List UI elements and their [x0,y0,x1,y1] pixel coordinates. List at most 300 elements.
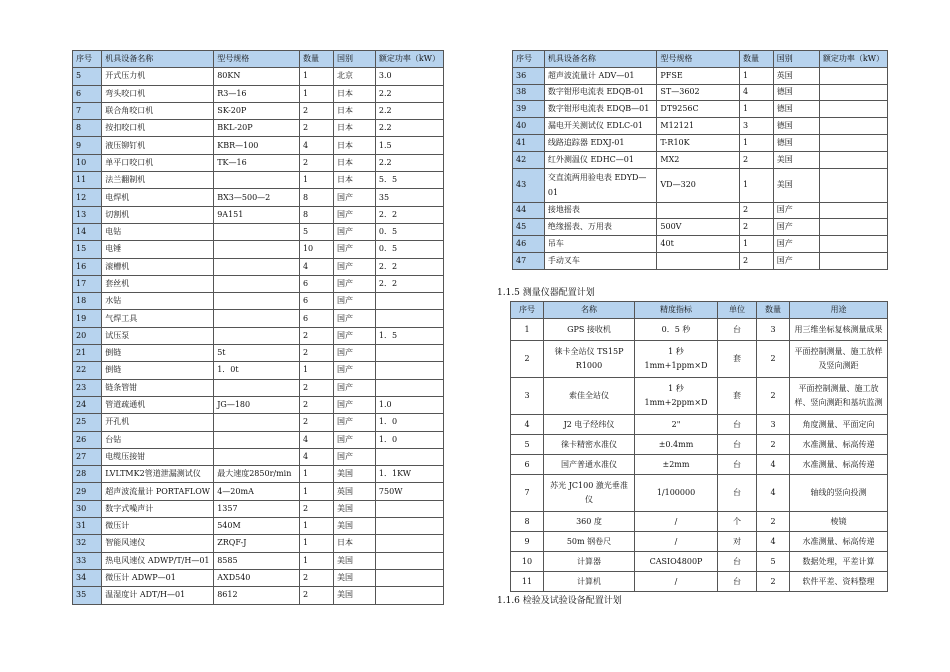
table-cell: 2 [299,345,333,362]
table-cell: 17 [73,275,102,292]
table-cell: 2 [299,120,333,137]
table-cell: 13 [73,206,102,223]
table-cell: 8 [299,189,333,206]
table-row [513,219,888,236]
table-cell: 2 [299,102,333,119]
table-row [73,414,444,431]
table-cell: 45 [513,219,545,236]
table-cell: 21 [73,345,102,362]
col-header-index: 序号 [511,302,544,319]
table-cell: R3—16 [214,85,300,102]
table-cell: 8 [73,120,102,137]
table-cell: 漏电开关测试仪 EDLC-01 [544,118,657,135]
table-cell [375,518,443,535]
col-header-qty: 数量 [740,51,774,68]
table-cell: 2 [740,252,774,269]
table-cell: 1 [511,319,544,341]
table-cell: 国产 [773,202,819,219]
table-cell: 360 度 [544,512,635,532]
col-header-country: 国别 [773,51,819,68]
table-cell: 2 [740,202,774,219]
table-cell: 26 [73,431,102,448]
table-cell: 1．0 [375,414,443,431]
table-cell: 1.0 [375,396,443,413]
table-cell [375,535,443,552]
table-cell: 1 [299,172,333,189]
table-cell: 绝缘摇表、万用表 [544,219,657,236]
table-row [513,168,888,202]
table-cell: 2 [299,569,333,586]
table-cell: 8585 [214,552,300,569]
table-row [73,258,444,275]
table-cell: 28 [73,466,102,483]
table-cell: 弯头咬口机 [102,85,214,102]
table-cell [375,379,443,396]
table-cell: 美国 [333,466,375,483]
table-row [511,475,888,512]
table-row [73,293,444,310]
table-cell: 1 秒 1mm+1ppm×D [635,341,718,378]
table-row [73,500,444,517]
table-cell: 2" [635,415,718,435]
table-cell: 1 [740,67,774,84]
table-cell: 国产 [773,236,819,253]
table-row [73,120,444,137]
table-row [511,378,888,415]
table-cell: 开式压力机 [102,68,214,85]
equipment-table-left [72,50,444,605]
table-row [511,552,888,572]
table-cell: 最大速度2850r/min [214,466,300,483]
table-cell: 倒链 [102,362,214,379]
table-row [511,572,888,592]
table-cell: 国产普通水准仪 [544,455,635,475]
table-cell: 2.2 [375,120,443,137]
table-cell: 1 [299,518,333,535]
table-cell: 热电风速仪 ADWP/T/H—01 [102,552,214,569]
table-cell: 按扣咬口机 [102,120,214,137]
table-cell: 11 [73,172,102,189]
col-header-power: 额定功率（kW） [819,51,887,68]
table-cell: 开孔机 [102,414,214,431]
table-row [73,483,444,500]
table-cell: 4 [299,448,333,465]
table-cell [214,275,300,292]
table-cell: 6 [299,310,333,327]
table-cell: 2．2 [375,206,443,223]
table-cell [375,569,443,586]
table-cell: 2．2 [375,275,443,292]
table-row [73,85,444,102]
table-row [73,396,444,413]
table-row [73,310,444,327]
table-row [513,84,888,101]
table-cell: 平面控制测量、施工放样、竖向测距和基坑监测 [790,378,888,415]
table-row [73,569,444,586]
table-cell: 540M [214,518,300,535]
table-cell: 38 [513,84,545,101]
table-cell: 1 [299,362,333,379]
table-cell: 0．5 [375,223,443,240]
section-heading-lab: 1.1.6 检验及试验设备配置计划 [497,596,622,606]
table-cell: 32 [73,535,102,552]
table-cell: 2 [299,154,333,171]
table-cell: 2.2 [375,154,443,171]
table-cell: 日本 [333,137,375,154]
table-cell: 2.2 [375,85,443,102]
table-cell: 2 [757,435,790,455]
table-cell: 8612 [214,587,300,604]
table-cell: 30 [73,500,102,517]
table-cell: 8 [299,206,333,223]
table-cell: 套 [718,341,757,378]
table-cell: 2 [757,512,790,532]
col-header-qty: 数量 [299,51,333,68]
table-row [73,172,444,189]
table-cell: 43 [513,168,545,202]
table-cell: 4 [757,455,790,475]
table-cell: 40 [513,118,545,135]
table-cell: 交直流两用验电表 EDYD—01 [544,168,657,202]
table-cell: 德国 [773,84,819,101]
table-cell: 7 [73,102,102,119]
table-row [513,236,888,253]
table-cell: 2 [299,587,333,604]
table-cell: 2 [740,219,774,236]
table-cell: 4 [299,137,333,154]
table-cell: 4 [740,84,774,101]
table-cell [375,587,443,604]
table-row [73,154,444,171]
table-cell: 1 秒 1mm+2ppm×D [635,378,718,415]
table-cell: ±2mm [635,455,718,475]
table-cell: 个 [718,512,757,532]
table-cell: AXD540 [214,569,300,586]
table-row [73,345,444,362]
table-cell: 线路追踪器 EDXJ-01 [544,134,657,151]
table-cell [375,310,443,327]
table-cell: 切割机 [102,206,214,223]
table-cell: 9 [511,532,544,552]
table-cell: 35 [375,189,443,206]
table-cell: 国产 [333,362,375,379]
table-row [511,455,888,475]
table-cell: 11 [511,572,544,592]
table-cell: 徕卡精密水准仪 [544,435,635,455]
table-cell: 国产 [333,223,375,240]
col-header-index: 序号 [73,51,102,68]
col-header-country: 国别 [333,51,375,68]
table-cell: 1．0t [214,362,300,379]
table-cell: 红外测温仪 EDHC—01 [544,151,657,168]
table-cell: 德国 [773,118,819,135]
table-cell: 国产 [333,206,375,223]
table-cell: 1 [299,466,333,483]
table-cell: 5 [73,68,102,85]
table-cell: / [635,512,718,532]
table-row [73,552,444,569]
table-cell: 台 [718,435,757,455]
table-cell [819,118,887,135]
table-row [73,137,444,154]
header-row [513,51,888,68]
table-cell: 2 [757,341,790,378]
table-cell: 美国 [333,552,375,569]
table-row [73,102,444,119]
table-row [73,241,444,258]
table-row [513,118,888,135]
table-cell: 滚槽机 [102,258,214,275]
table-cell: 国产 [333,414,375,431]
col-header-index: 序号 [513,51,545,68]
table-cell: 5．5 [375,172,443,189]
col-header-purpose: 用途 [790,302,888,319]
table-cell: TK—16 [214,154,300,171]
table-cell: 台 [718,572,757,592]
table-cell [214,431,300,448]
table-row [73,535,444,552]
table-cell: 气焊工具 [102,310,214,327]
table-cell [819,252,887,269]
table-cell: 1357 [214,500,300,517]
table-cell: 4 [757,475,790,512]
table-row [513,67,888,84]
table-cell: BKL-20P [214,120,300,137]
table-cell: 19 [73,310,102,327]
table-cell: 国产 [773,252,819,269]
table-cell: PFSE [657,67,740,84]
table-cell: 国产 [333,345,375,362]
table-cell [375,500,443,517]
table-row [73,275,444,292]
table-cell: 20 [73,327,102,344]
table-cell [375,448,443,465]
table-cell: 34 [73,569,102,586]
table-row [513,151,888,168]
table-cell: LVLTMK2管道泄漏测试仪 [102,466,214,483]
table-cell: VD—320 [657,168,740,202]
table-cell: 0．5 [375,241,443,258]
table-cell [375,345,443,362]
table-row [73,206,444,223]
table-cell: 1 [299,552,333,569]
measure-instrument-table [510,301,888,592]
table-cell: / [635,572,718,592]
table-row [511,415,888,435]
table-cell: 1 [740,101,774,118]
table-cell: DT9256C [657,101,740,118]
table-cell: 5 [299,223,333,240]
table-cell: 苏光 JC100 激光垂准仪 [544,475,635,512]
table-cell: 10 [299,241,333,258]
table-cell: 台钻 [102,431,214,448]
table-cell: 对 [718,532,757,552]
table-cell: 12 [73,189,102,206]
table-cell: 4 [511,415,544,435]
table-cell: 1．1KW [375,466,443,483]
table-cell: 超声波流量计 PORTAFLOW [102,483,214,500]
table-cell: 4 [299,258,333,275]
table-cell: SK-20P [214,102,300,119]
col-header-name: 机具设备名称 [544,51,657,68]
table-cell: ZRQF-J [214,535,300,552]
table-cell: 美国 [773,151,819,168]
table-cell: 套丝机 [102,275,214,292]
table-cell: 5 [511,435,544,455]
table-cell: 徕卡全站仪 TS15P R1000 [544,341,635,378]
table-cell: 50m 钢卷尺 [544,532,635,552]
table-cell: 台 [718,455,757,475]
table-cell: 台 [718,415,757,435]
table-cell: 数字钳形电流表 EDQB-01 [544,84,657,101]
table-row [73,223,444,240]
table-cell: 国产 [333,448,375,465]
col-header-model: 型号规格 [214,51,300,68]
table-row [73,587,444,604]
table-cell: 7 [511,475,544,512]
table-row [511,512,888,532]
table-row [73,431,444,448]
table-cell [214,223,300,240]
table-cell [375,362,443,379]
table-cell: 6 [299,275,333,292]
col-header-name: 机具设备名称 [102,51,214,68]
table-cell: 9A151 [214,206,300,223]
table-cell: 微压计 [102,518,214,535]
table-cell: 数字式噪声计 [102,500,214,517]
table-cell: CASIO4800P [635,552,718,572]
table-cell: 1 [299,85,333,102]
table-cell: 2．2 [375,258,443,275]
table-cell: 2 [299,500,333,517]
table-cell: 国产 [333,258,375,275]
table-cell [819,134,887,151]
table-cell: 套 [718,378,757,415]
table-row [511,532,888,552]
equipment-table-right [512,50,888,270]
table-cell: 42 [513,151,545,168]
table-cell: 3 [511,378,544,415]
table-cell: 链条管钳 [102,379,214,396]
table-cell: KBR—100 [214,137,300,154]
table-row [511,341,888,378]
table-cell: 国产 [333,327,375,344]
table-cell: 国产 [333,310,375,327]
table-cell [214,258,300,275]
table-cell: 智能风速仪 [102,535,214,552]
table-cell [214,293,300,310]
table-cell [214,448,300,465]
table-cell: 1 [740,168,774,202]
table-cell: 试压泵 [102,327,214,344]
table-cell: 角度测量、平面定向 [790,415,888,435]
table-cell: J2 电子经纬仪 [544,415,635,435]
table-cell: 47 [513,252,545,269]
table-cell: 6 [73,85,102,102]
table-cell: 北京 [333,68,375,85]
table-cell: JG—180 [214,396,300,413]
table-cell: 用三维坐标复核测量成果 [790,319,888,341]
table-cell [819,84,887,101]
table-cell: 1．0 [375,431,443,448]
table-cell: 1 [740,134,774,151]
table-cell [819,67,887,84]
table-cell: 国产 [333,241,375,258]
table-cell: 联合角咬口机 [102,102,214,119]
table-cell [214,327,300,344]
table-cell: 3 [757,415,790,435]
table-cell: 18 [73,293,102,310]
table-row [513,252,888,269]
col-header-unit: 单位 [718,302,757,319]
table-cell: 日本 [333,102,375,119]
table-cell: 6 [299,293,333,310]
table-cell: 水准测量、标高传递 [790,532,888,552]
table-cell [819,168,887,202]
table-cell: 电钻 [102,223,214,240]
table-cell: 台 [718,319,757,341]
col-header-name: 名称 [544,302,635,319]
col-header-model: 型号规格 [657,51,740,68]
table-cell: 日本 [333,120,375,137]
table-cell: 6 [511,455,544,475]
table-cell: 31 [73,518,102,535]
table-cell: 水钻 [102,293,214,310]
table-cell: / [635,532,718,552]
col-header-power: 额定功率（kW） [375,51,443,68]
table-cell: 9 [73,137,102,154]
table-cell: 1 [299,535,333,552]
table-cell: 39 [513,101,545,118]
table-cell: 29 [73,483,102,500]
table-cell: 国产 [773,219,819,236]
table-cell [657,202,740,219]
table-cell: 国产 [333,431,375,448]
table-cell: M12121 [657,118,740,135]
table-cell: 750W [375,483,443,500]
table-cell: 手动叉车 [544,252,657,269]
table-cell: 水准测量、标高传递 [790,455,888,475]
table-cell: ±0.4mm [635,435,718,455]
table-cell: 管道疏通机 [102,396,214,413]
table-cell: 2 [299,327,333,344]
table-cell: 1 [740,236,774,253]
table-cell: 10 [511,552,544,572]
table-row [73,379,444,396]
table-row [513,134,888,151]
table-cell [214,172,300,189]
table-cell: 台 [718,552,757,572]
table-cell: 微压计 ADWP—01 [102,569,214,586]
table-cell: 英国 [773,67,819,84]
table-cell: 5 [757,552,790,572]
table-row [513,202,888,219]
table-cell: 3.0 [375,68,443,85]
table-cell [819,202,887,219]
table-cell: 1/100000 [635,475,718,512]
table-cell: 23 [73,379,102,396]
col-header-precision: 精度指标 [635,302,718,319]
table-cell: 单平口咬口机 [102,154,214,171]
table-cell: 轴线的竖向投测 [790,475,888,512]
table-cell: 国产 [333,379,375,396]
table-cell: 14 [73,223,102,240]
table-cell: 27 [73,448,102,465]
table-cell: BX3—500—2 [214,189,300,206]
table-cell: 接地摇表 [544,202,657,219]
table-cell: 日本 [333,535,375,552]
table-cell: 24 [73,396,102,413]
